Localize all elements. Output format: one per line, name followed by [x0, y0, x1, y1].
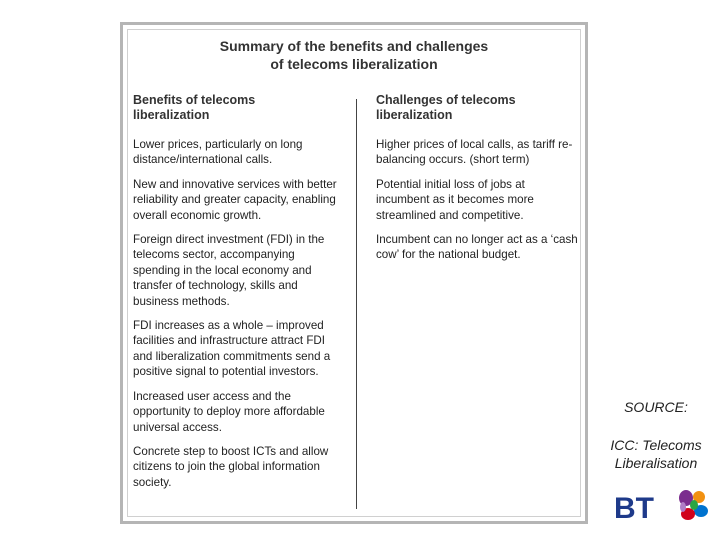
source-line-2: Liberalisation	[614, 455, 698, 471]
challenges-heading-line-2: liberalization	[376, 108, 453, 122]
benefit-item: Foreign direct investment (FDI) in the telecoms sector, accompanying spending in the local economy and transfer of technology, skills and business methods.	[133, 233, 325, 308]
benefit-item: Lower prices, particularly on long distance/international calls.	[133, 138, 303, 167]
benefits-column	[133, 93, 345, 499]
source-citation	[598, 398, 714, 472]
figure-title-line-2: of telecoms liberalization	[270, 56, 438, 72]
challenges-column	[376, 93, 581, 272]
benefit-item: Increased user access and the opportunity to deploy more affordable universal access.	[133, 389, 325, 434]
bt-piper-globe-icon	[673, 487, 711, 525]
bt-logo	[612, 482, 720, 530]
figure-title	[123, 37, 585, 73]
figure-title-line-1: Summary of the benefits and challenges	[219, 38, 489, 54]
source-label: SOURCE:	[624, 399, 688, 415]
challenges-heading-line-1: Challenges of telecoms	[376, 93, 516, 107]
benefit-item: New and innovative services with better reliability and greater capacity, enabling overall economic growth.	[133, 177, 337, 222]
benefit-item: Concrete step to boost ICTs and allow citizens to join the global information society.	[133, 444, 329, 489]
challenge-item: Potential initial loss of jobs at incumbent as it becomes more streamlined and competitive.	[376, 177, 534, 222]
benefit-item: FDI increases as a whole – improved facilities and infrastructure attract FDI and liberalization commitments send a positive signal to potential investors.	[133, 319, 331, 379]
globe-light-segment	[680, 502, 686, 512]
challenge-item: Incumbent can no longer act as a ‘cash cow’ for the national budget.	[376, 233, 578, 262]
challenge-item: Higher prices of local calls, as tariff re-balancing occurs. (short term)	[376, 138, 573, 167]
benefits-heading-line-1: Benefits of telecoms	[133, 93, 256, 107]
benefits-heading-line-2: liberalization	[133, 108, 210, 122]
bt-logo-text: BT	[614, 492, 654, 525]
challenges-heading	[376, 93, 581, 123]
column-divider	[356, 99, 357, 509]
source-line-1: ICC: Telecoms	[610, 437, 702, 453]
globe-green-segment	[690, 500, 698, 510]
benefits-heading	[133, 93, 345, 123]
summary-figure	[120, 22, 588, 524]
